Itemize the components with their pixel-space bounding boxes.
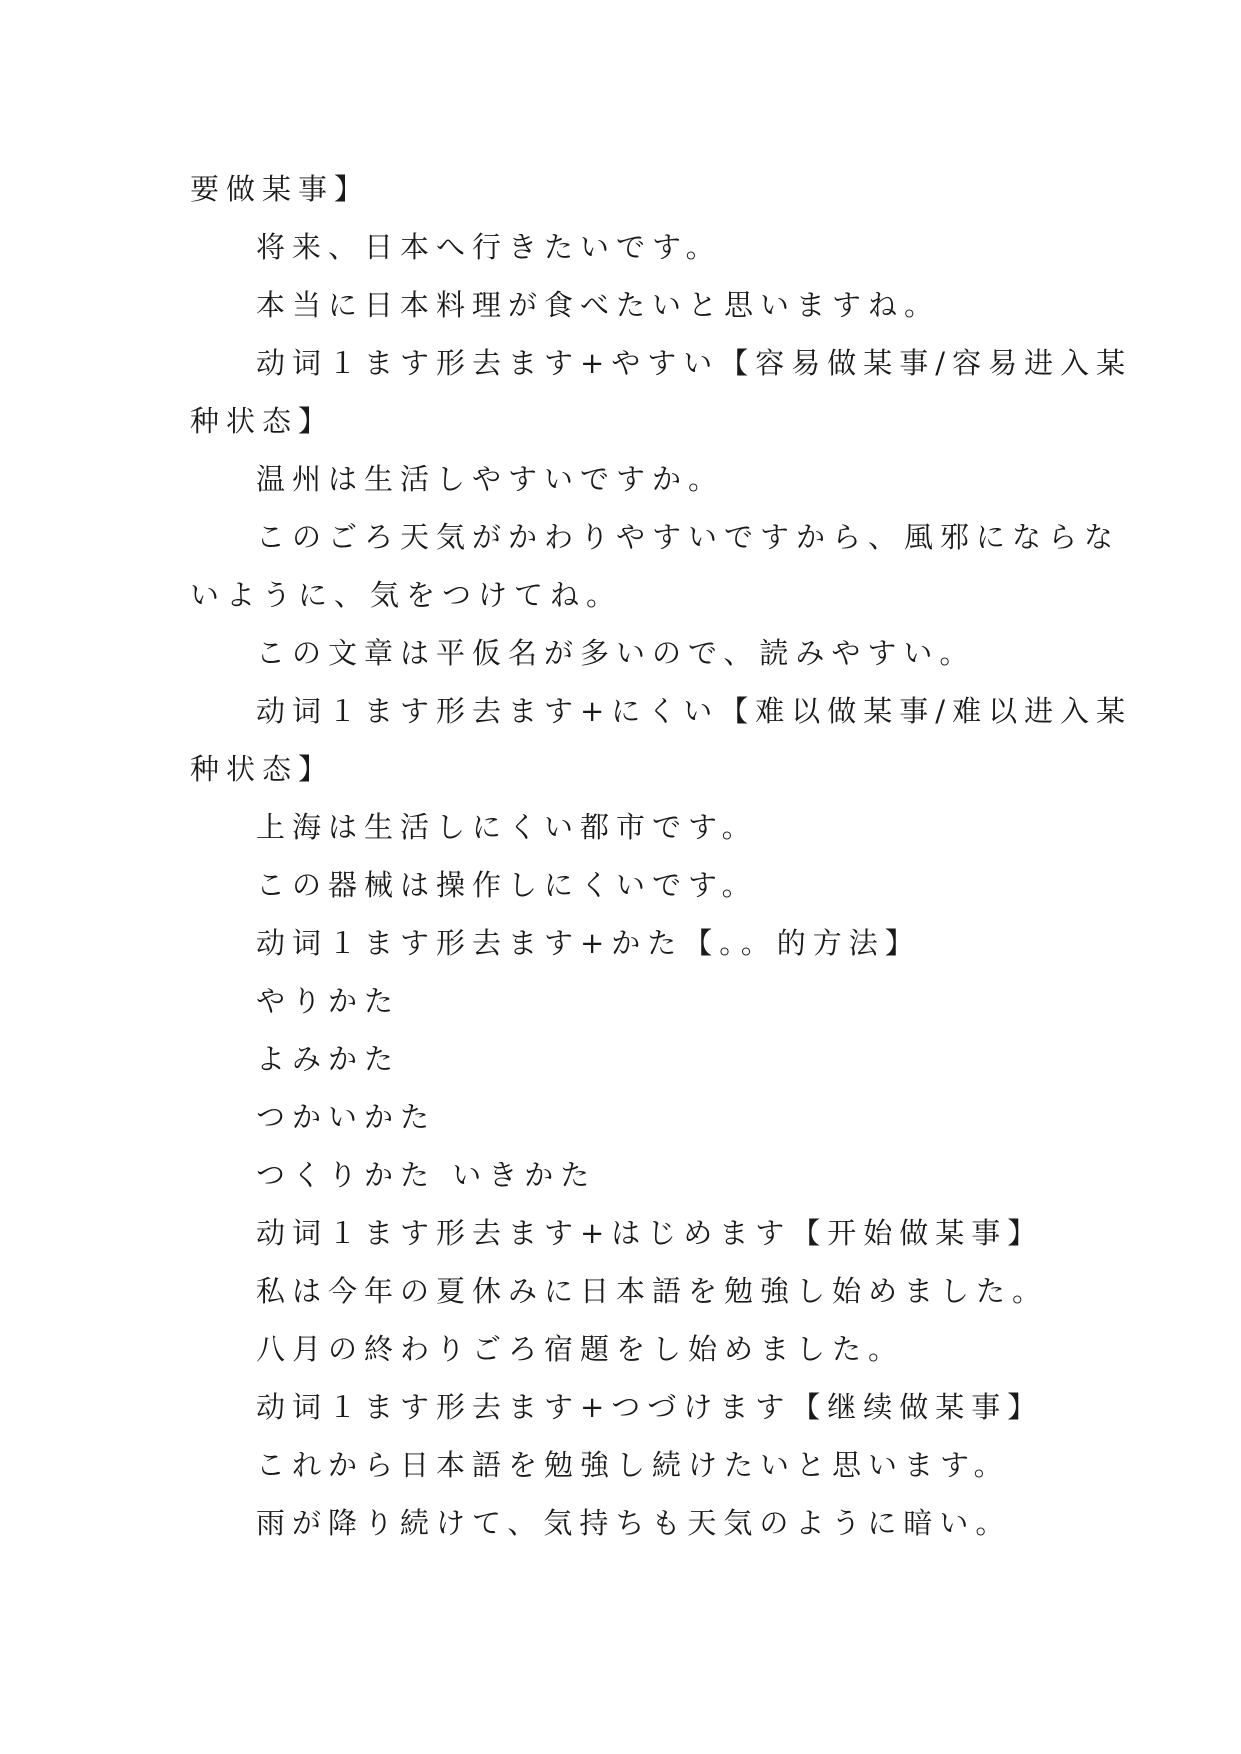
text-line: 种状态】: [190, 404, 335, 438]
example-sentence: 八月の終わりごろ宿題をし始めました。: [256, 1332, 905, 1366]
example-word: つくりかた いきかた: [256, 1158, 597, 1192]
example-sentence: このごろ天気がかわりやすいですから、風邪にならな: [256, 520, 1121, 554]
example-sentence: 将来、日本へ行きたいです。: [256, 230, 722, 264]
grammar-heading: 动词１ます形去ます+つづけます【继续做某事】: [256, 1390, 1044, 1424]
grammar-heading: 动词１ます形去ます+はじめます【开始做某事】: [256, 1216, 1044, 1250]
grammar-heading: 动词１ます形去ます+にくい【难以做某事/难以进入某: [256, 694, 1133, 728]
example-sentence: 私は今年の夏休みに日本語を勉強し始めました。: [256, 1274, 1049, 1308]
example-sentence: この文章は平仮名が多いので、読みやすい。: [256, 636, 976, 670]
text-line: 要做某事】: [190, 172, 371, 206]
example-word: やりかた: [256, 984, 401, 1018]
text-line: いように、気をつけてね。: [190, 578, 623, 612]
example-word: つかいかた: [256, 1100, 437, 1134]
example-word: よみかた: [256, 1042, 401, 1076]
example-sentence: 上海は生活しにくい都市です。: [256, 810, 758, 844]
example-sentence: 温州は生活しやすいですか。: [256, 462, 725, 496]
example-sentence: これから日本語を勉強し続けたいと思います。: [256, 1448, 1010, 1482]
text-line: 种状态】: [190, 752, 335, 786]
example-sentence: 本当に日本料理が食べたいと思いますね。: [256, 288, 941, 322]
grammar-heading: 动词１ます形去ます+やすい【容易做某事/容易进入某: [256, 346, 1133, 380]
document-body: [190, 160, 1133, 1552]
grammar-heading: 动词１ます形去ます+かた【。。的方法】: [256, 926, 921, 960]
example-sentence: 雨が降り続けて、気持ちも天気のように暗い。: [256, 1506, 1012, 1540]
example-sentence: この器械は操作しにくいです。: [256, 868, 758, 902]
